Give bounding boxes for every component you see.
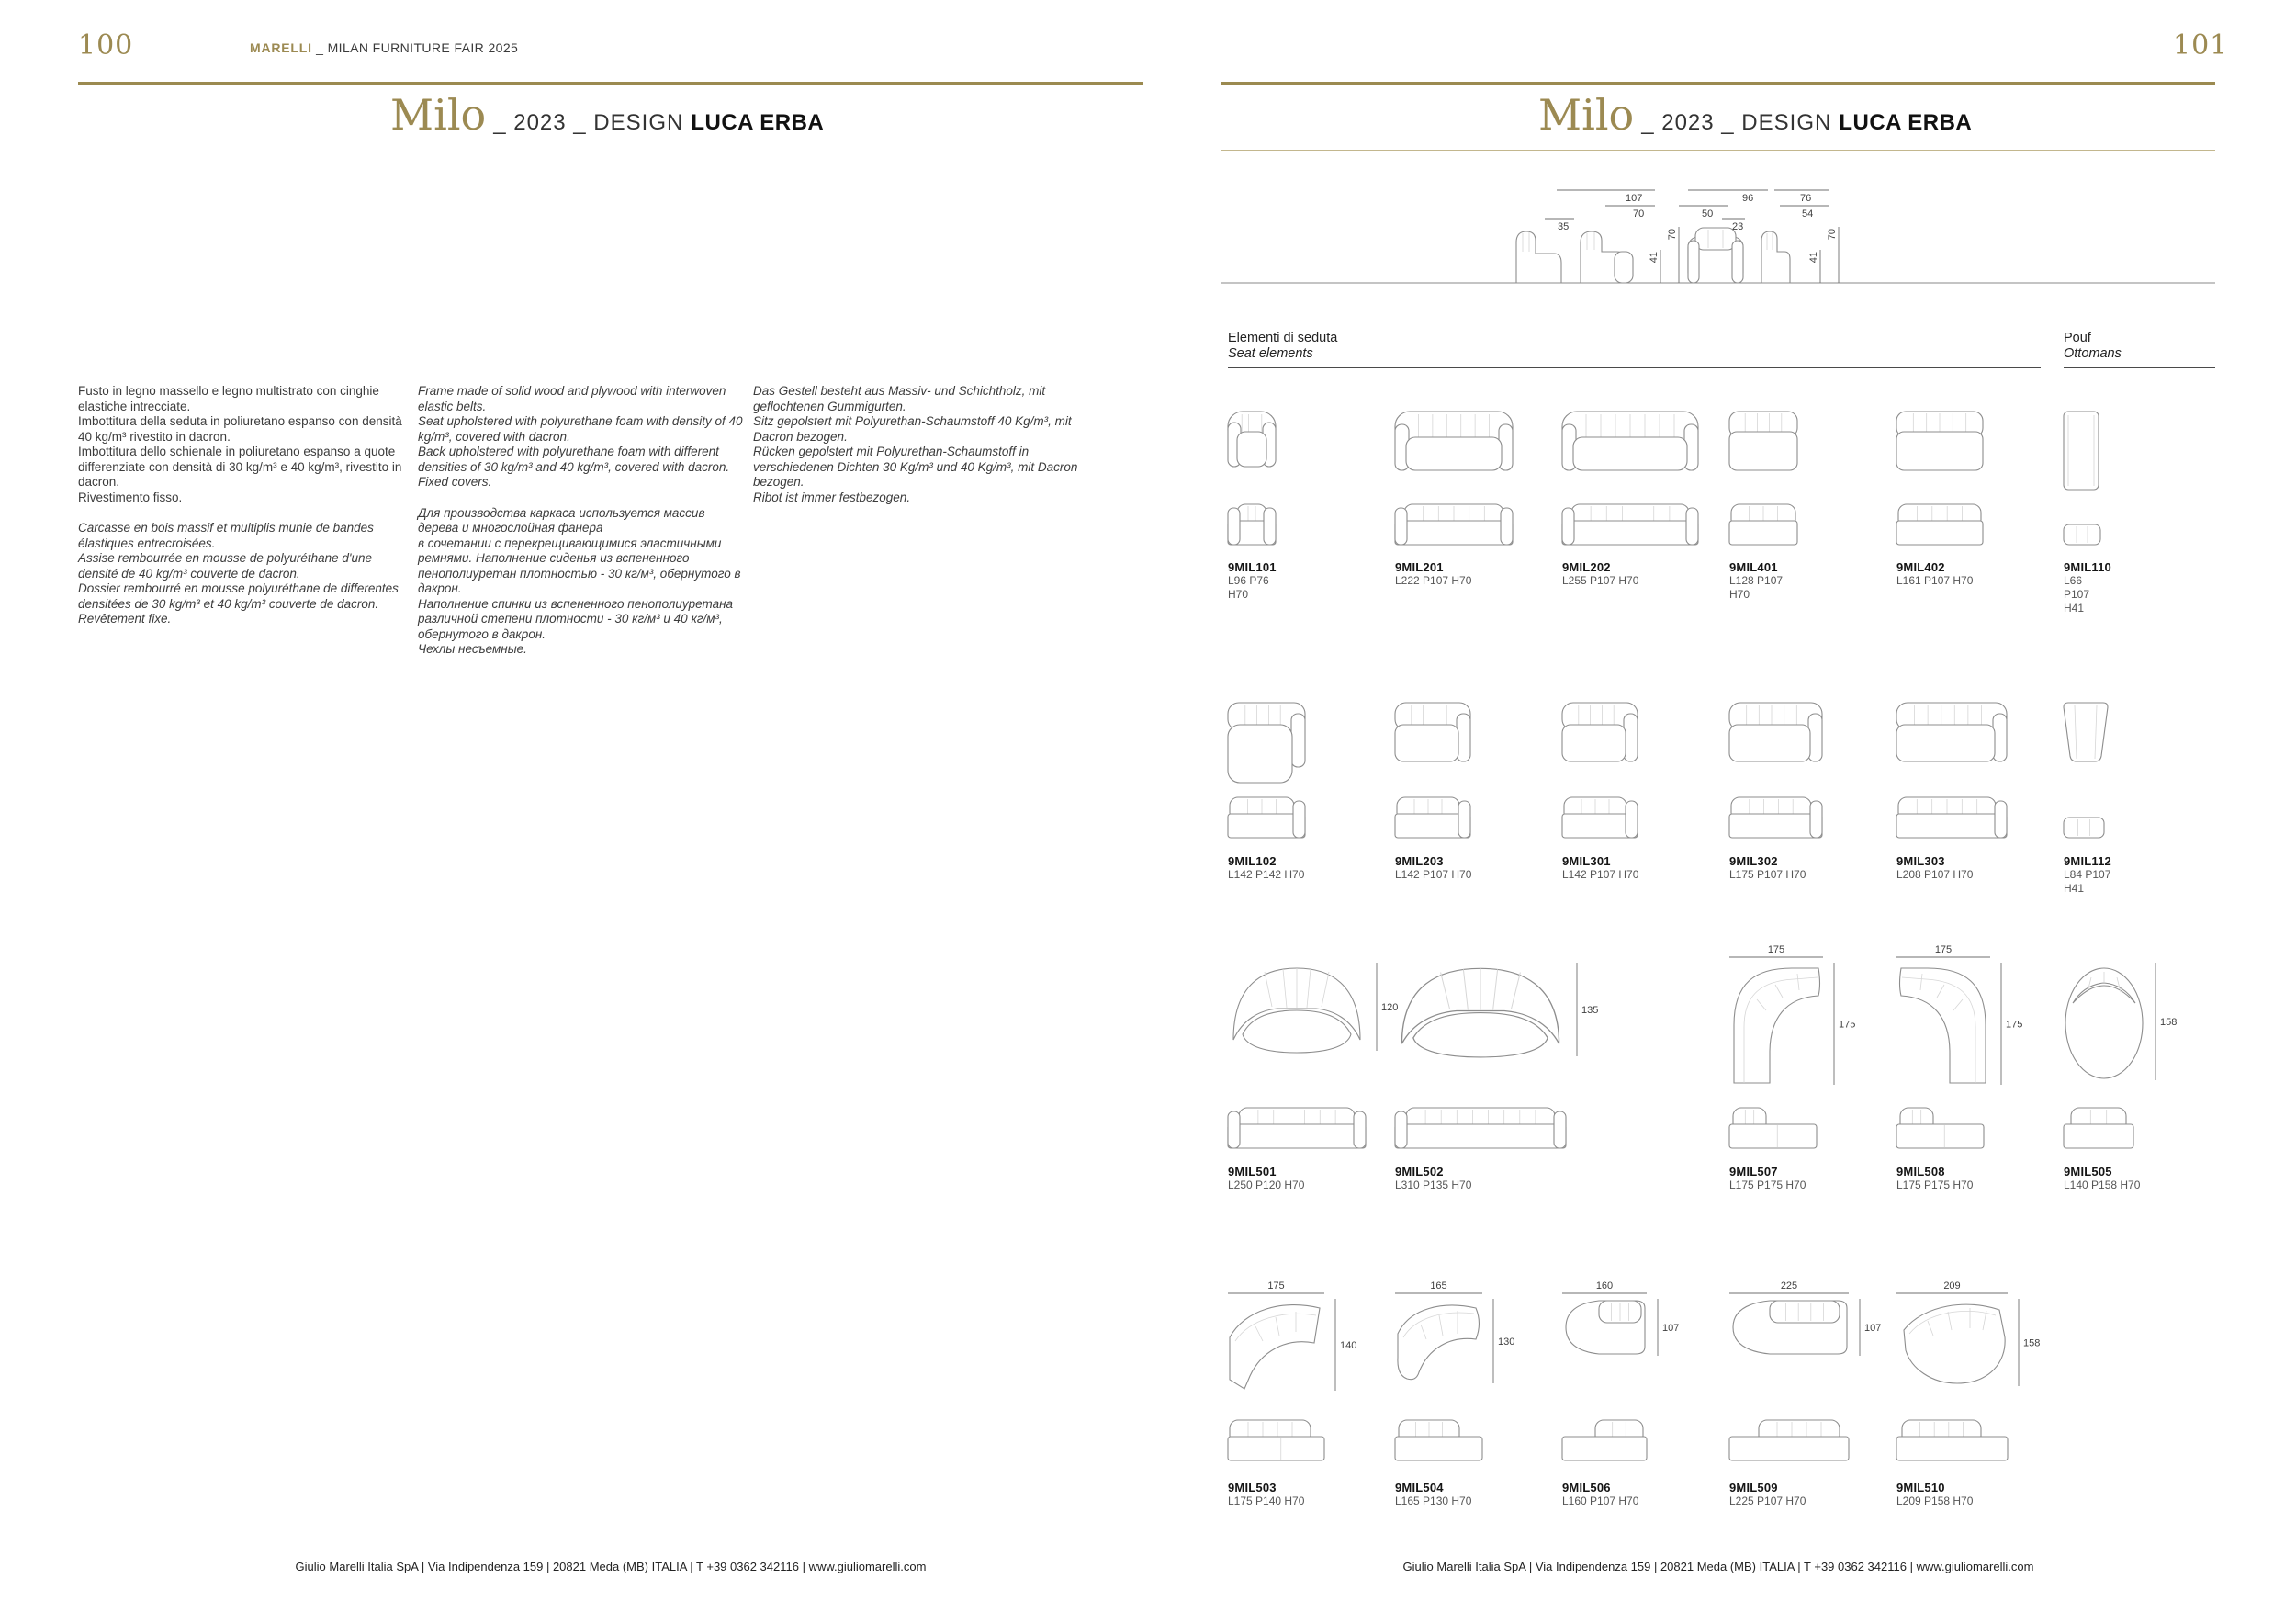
product-cell [2064, 412, 2111, 615]
product-dimensions: L66 P107 H41 [2064, 574, 2090, 615]
description-paragraph: Imbottitura della seduta in poliuretano espanso con densità 40 kg/m³ rivestito in dacron. [78, 414, 402, 444]
product-cell [1228, 412, 1281, 601]
collection-name: Milo [390, 90, 487, 140]
svg-text:175: 175 [1934, 944, 1953, 955]
product-dimensions: L310 P135 H70 [1395, 1179, 1472, 1191]
designer-name: LUCA ERBA [691, 110, 825, 135]
svg-text:35: 35 [1558, 221, 1570, 232]
description-paragraph: в сочетании с перекрещивающимися эластичными ремнями. Наполнение сиденья из вспененного пенополиуретан плотностью - 30 кг/м³, обернутого в дакрон. [418, 536, 741, 595]
product-dimensions: L209 P158 H70 [1896, 1494, 1974, 1507]
product-line-drawing [1228, 944, 1408, 1152]
description-paragraph: Carcasse en bois massif et multiplis munie de bandes élastiques entrecroisées. [78, 521, 374, 550]
product-code: 9MIL112 [2064, 854, 2111, 868]
svg-text:130: 130 [1498, 1336, 1515, 1348]
product-line-drawing [1562, 703, 1643, 841]
svg-text:70: 70 [1667, 229, 1678, 241]
description-paragraph: Seat upholstered with polyurethane foam with density of 40 kg/m³, covered with dacron. [418, 414, 743, 444]
svg-text:41: 41 [1808, 252, 1819, 264]
svg-text:165: 165 [1430, 1280, 1447, 1291]
product-line-drawing [1228, 1280, 1367, 1464]
product-code: 9MIL302 [1729, 854, 1778, 868]
product-cell [1896, 412, 1988, 587]
product-line-drawing [1395, 944, 1608, 1152]
product-dimensions: L140 P158 H70 [2064, 1179, 2141, 1191]
product-dimensions: L175 P107 H70 [1729, 868, 1806, 881]
svg-text:175: 175 [2006, 1019, 2023, 1031]
description-paragraph: Frame made of solid wood and plywood with interwoven elastic belts. [418, 384, 726, 413]
product-code: 9MIL508 [1896, 1165, 1945, 1179]
product-dimensions: L175 P175 H70 [1729, 1179, 1806, 1191]
designer-name: LUCA ERBA [1839, 110, 1973, 135]
svg-text:96: 96 [1742, 193, 1754, 204]
product-code: 9MIL501 [1228, 1165, 1277, 1179]
description-paragraph: Sitz gepolstert mit Polyurethan-Schaumstoff 40 Kg/m³, mit Dacron bezogen. [753, 414, 1072, 444]
svg-text:158: 158 [2160, 1017, 2178, 1028]
collection-year-design: _ 2023 _ DESIGN [493, 110, 684, 135]
product-line-drawing [1896, 412, 1988, 548]
product-dimensions: L225 P107 H70 [1729, 1494, 1806, 1507]
product-cell [1896, 1280, 2050, 1507]
product-line-drawing [1729, 1280, 1891, 1464]
collection-title-left [390, 90, 824, 140]
product-dimensions: L175 P175 H70 [1896, 1179, 1974, 1191]
product-cell [1395, 1280, 1525, 1507]
product-dimensions: L222 P107 H70 [1395, 574, 1472, 587]
product-code: 9MIL110 [2064, 560, 2111, 574]
svg-text:23: 23 [1732, 221, 1744, 232]
product-line-drawing [1395, 412, 1518, 548]
gold-rule-left [78, 82, 1143, 85]
description-paragraph: Для производства каркаса используется массив дерева и многослойная фанера [418, 505, 705, 535]
product-cell [2064, 944, 2187, 1191]
svg-text:120: 120 [1381, 1002, 1399, 1013]
product-dimensions: L250 P120 H70 [1228, 1179, 1305, 1191]
collection-year-design: _ 2023 _ DESIGN [1641, 110, 1832, 135]
product-code: 9MIL505 [2064, 1165, 2112, 1179]
page-number-left: 100 [78, 29, 134, 62]
product-cell [1228, 1280, 1367, 1507]
product-cell [1228, 703, 1311, 881]
product-line-drawing [1729, 703, 1828, 841]
collection-name: Milo [1538, 90, 1635, 140]
footer-right: Giulio Marelli Italia SpA | Via Indipendenza 159 | 20821 Meda (MB) ITALIA | T +39 0362 342116 | www.giuliomarelli.com [1402, 1560, 2034, 1573]
description-column-1 [78, 384, 405, 627]
description-paragraph: Assise rembourrée en mousse de polyuréthane d'une densité de 40 kg/m³ couverte de dacron. [78, 551, 373, 581]
right-page [1148, 0, 2296, 1624]
description-paragraph: Rivestimento fisso. [78, 490, 183, 504]
description-paragraph: Imbottitura dello schienale in poliuretano espanso a quote differenziate con densità di 30 kg/m³ e 40 kg/m³, rivestito in dacron. [78, 445, 402, 489]
product-code: 9MIL203 [1395, 854, 1444, 868]
product-line-drawing [1395, 703, 1476, 841]
product-line-drawing [2064, 703, 2113, 841]
page-number-right: 101 [2173, 29, 2229, 62]
product-line-drawing [1729, 412, 1803, 548]
product-cell [1395, 703, 1476, 881]
svg-text:175: 175 [1267, 1280, 1285, 1291]
product-cell [1729, 703, 1828, 881]
product-line-drawing [1896, 944, 2032, 1152]
product-line-drawing [1228, 703, 1311, 841]
description-paragraph: Back upholstered with polyurethane foam with different densities of 30 kg/m³ and 40 kg/m³, covered with dacron. [418, 445, 730, 474]
product-cell [1729, 412, 1803, 601]
description-column-2 [418, 384, 745, 658]
product-cell [1562, 703, 1643, 881]
product-code: 9MIL102 [1228, 854, 1277, 868]
svg-text:70: 70 [1827, 229, 1838, 241]
description-paragraph: Revêtement fixe. [78, 612, 172, 626]
section-label-poufs: Pouf [2064, 331, 2091, 345]
svg-text:107: 107 [1864, 1323, 1882, 1334]
product-cell [1729, 944, 1865, 1191]
product-dimensions: L175 P140 H70 [1228, 1494, 1305, 1507]
product-code: 9MIL502 [1395, 1165, 1444, 1179]
svg-text:158: 158 [2023, 1337, 2041, 1349]
brand-logo-text: MARELLI [250, 40, 312, 55]
product-dimensions: L161 P107 H70 [1896, 574, 1974, 587]
product-dimensions: L208 P107 H70 [1896, 868, 1974, 881]
product-cell [1729, 1280, 1891, 1507]
description-paragraph: Fusto in legno massello e legno multistrato con cinghie elastiche intrecciate. [78, 384, 379, 413]
product-cell [1896, 703, 2012, 881]
product-code: 9MIL504 [1395, 1481, 1444, 1494]
description-paragraph: Dossier rembourré en mousse polyuréthane de differentes densitées de 30 kg/m³ et 40 kg/m³ couverte de dacron. [78, 581, 399, 611]
product-line-drawing [2064, 944, 2187, 1152]
product-line-drawing [1729, 944, 1865, 1152]
description-paragraph: Rücken gepolstert mit Polyurethan-Schaumstoff in verschiedenen Dichten 30 Kg/m³ und 40 Kg/m³, mit Dacron bezogen. [753, 445, 1078, 489]
svg-text:107: 107 [1626, 193, 1643, 204]
footer-left: Giulio Marelli Italia SpA | Via Indipendenza 159 | 20821 Meda (MB) ITALIA | T +39 0362 342116 | www.giuliomarelli.com [295, 1560, 927, 1573]
product-cell [1896, 944, 2032, 1191]
product-dimensions: L128 P107 H70 [1729, 574, 1784, 601]
svg-text:209: 209 [1943, 1280, 1961, 1291]
product-dimensions: L165 P130 H70 [1395, 1494, 1472, 1507]
svg-text:41: 41 [1649, 252, 1660, 264]
svg-text:225: 225 [1780, 1280, 1798, 1291]
product-code: 9MIL303 [1896, 854, 1945, 868]
svg-text:160: 160 [1595, 1280, 1614, 1291]
product-dimensions: L160 P107 H70 [1562, 1494, 1639, 1507]
description-column-3 [753, 384, 1080, 505]
product-code: 9MIL202 [1562, 560, 1611, 574]
product-line-drawing [1562, 1280, 1689, 1464]
product-cell [1228, 944, 1408, 1191]
product-line-drawing [1228, 412, 1281, 548]
svg-text:70: 70 [1633, 209, 1645, 220]
header-brand-line [250, 40, 518, 55]
product-dimensions: L142 P107 H70 [1395, 868, 1472, 881]
description-paragraph: Наполнение спинки из вспененного пенополиуретана различной степени плотности - 30 кг/м³ и 40 кг/м³, обернутого в дакрон. [418, 596, 734, 641]
product-line-drawing [1395, 1280, 1525, 1464]
section-sublabel-poufs: Ottomans [2064, 346, 2122, 361]
product-code: 9MIL101 [1228, 560, 1277, 574]
description-paragraph: Ribot ist immer festbezogen. [753, 490, 911, 504]
product-line-drawing [1562, 412, 1704, 548]
product-grid [1148, 0, 2296, 1624]
product-cell [1395, 412, 1518, 587]
product-dimensions: L84 P107 H41 [2064, 868, 2111, 895]
description-paragraph: Fixed covers. [418, 475, 492, 489]
product-code: 9MIL402 [1896, 560, 1945, 574]
svg-text:76: 76 [1800, 193, 1812, 204]
product-dimensions: L96 P76 H70 [1228, 574, 1269, 601]
section-sublabel-seats: Seat elements [1228, 346, 1313, 361]
product-cell [1395, 944, 1608, 1191]
svg-text:175: 175 [1767, 944, 1785, 955]
svg-text:54: 54 [1802, 209, 1814, 220]
product-code: 9MIL503 [1228, 1481, 1277, 1494]
product-line-drawing [2064, 412, 2104, 548]
svg-text:175: 175 [1839, 1019, 1856, 1031]
product-line-drawing [1896, 1280, 2050, 1464]
product-dimensions: L142 P107 H70 [1562, 868, 1639, 881]
product-cell [2064, 703, 2113, 895]
product-dimensions: L255 P107 H70 [1562, 574, 1639, 587]
product-cell [1562, 412, 1704, 587]
product-code: 9MIL510 [1896, 1481, 1945, 1494]
product-line-drawing [1896, 703, 2012, 841]
product-code: 9MIL509 [1729, 1481, 1778, 1494]
section-label-seats: Elementi di seduta [1228, 331, 1338, 345]
description-paragraph: Das Gestell besteht aus Massiv- und Schichtholz, mit geflochtenen Gummigurten. [753, 384, 1046, 413]
product-dimensions: L142 P142 H70 [1228, 868, 1305, 881]
product-code: 9MIL401 [1729, 560, 1778, 574]
product-code: 9MIL301 [1562, 854, 1611, 868]
description-paragraph: Чехлы несъемные. [418, 642, 527, 656]
product-cell [1562, 1280, 1689, 1507]
svg-text:135: 135 [1581, 1005, 1599, 1016]
svg-text:140: 140 [1340, 1340, 1357, 1351]
product-code: 9MIL507 [1729, 1165, 1778, 1179]
product-code: 9MIL506 [1562, 1481, 1611, 1494]
header-suffix: _ MILAN FURNITURE FAIR 2025 [316, 40, 519, 55]
svg-text:107: 107 [1662, 1323, 1680, 1334]
product-code: 9MIL201 [1395, 560, 1444, 574]
svg-text:50: 50 [1702, 209, 1714, 220]
